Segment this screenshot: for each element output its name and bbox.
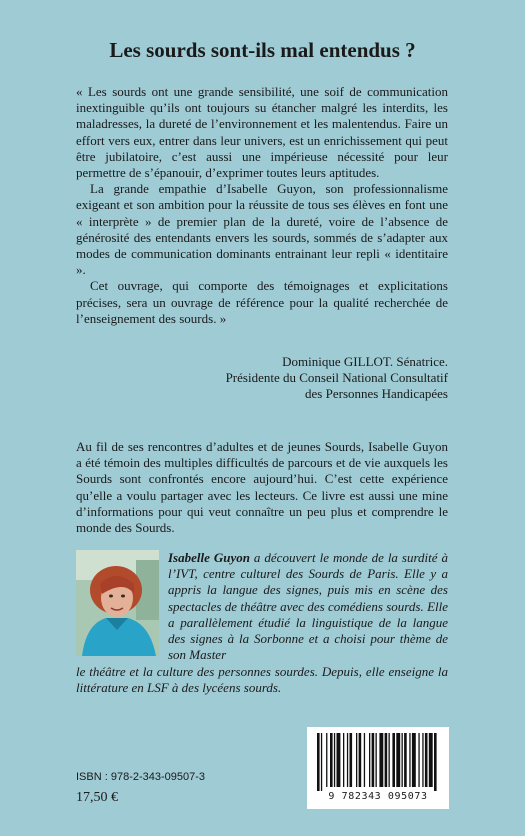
author-bio	[168, 550, 448, 663]
signature-name: Dominique GILLOT. Sénatrice.	[282, 354, 448, 369]
quote-signature	[226, 354, 448, 402]
barcode	[307, 727, 449, 809]
barcode-number: 9 782343 095073	[328, 791, 428, 802]
quote-paragraph-1: « Les sourds ont une grande sensibilité, une soif de communication inextinguible qu’ils ont toujours su étancher malgré les interdits, les maladresses, la dureté de l’environnement et les malentendus. Faire un effort vers eux, entrer dans leur univers, est un enrichissement qui peut être jubilatoire, c’est aussi une impérieuse nécessité pour leur permettre de s’épanouir, d’exprimer toutes leurs aptitudes.	[76, 84, 448, 181]
quote-paragraph-2: La grande empathie d’Isabelle Guyon, son professionnalisme exigeant et son ambition pour la réussite de tous ses élèves en font une « interprète » de premier plan de la dureté, voire de l’absence de générosité des entendants envers les sourds, sommés de s’adapter aux modes de communication dominants entrainant leur repli « identitaire ».	[76, 181, 448, 278]
book-title: Les sourds sont-ils mal entendus ?	[109, 38, 416, 62]
book-description: Au fil de ses rencontres d’adultes et de jeunes Sourds, Isabelle Guyon a été témoin des multiples difficultés de parcours et de vie auxquels les Sourds sont confrontés encore aujourd’hui. C’est cette expérience qu’elle a voulu partager avec les lecteurs. Ce livre est aussi une mine d’informations pour qui veut connaître un peu plus et comprendre le monde des Sourds.	[76, 439, 448, 536]
author-bio-continued: le théâtre et la culture des personnes sourdes. Depuis, elle enseigne la littérature en LSF à des lycéens sourds.	[76, 664, 448, 696]
price-label: 17,50 €	[76, 790, 118, 805]
author-name: Isabelle Guyon	[168, 550, 250, 565]
barcode-bars	[307, 727, 449, 791]
quote-paragraph-3: Cet ouvrage, qui comporte des témoignages et explicitations précises, sera un ouvrage de référence pour la qualité recherchée de l’enseignement des sourds. »	[76, 278, 448, 326]
signature-role: Présidente du Conseil National Consultatif	[225, 370, 448, 385]
quote-block	[76, 84, 448, 327]
author-bio-text: a découvert le monde de la surdité à l’IVT, centre culturel des Sourds de Paris. Elle y a appris la langue des signes, puis mis en scène des spectacles de théâtre avec des comédiens sourds. Elle a parallèlement étudié la linguistique de la langue des signes à la Sorbonne et a choisi pour thème de son Master	[168, 550, 448, 663]
author-photo	[76, 550, 159, 656]
isbn-label: ISBN : 978-2-343-09507-3	[76, 771, 206, 783]
signature-organization: des Personnes Handicapées	[305, 386, 448, 401]
